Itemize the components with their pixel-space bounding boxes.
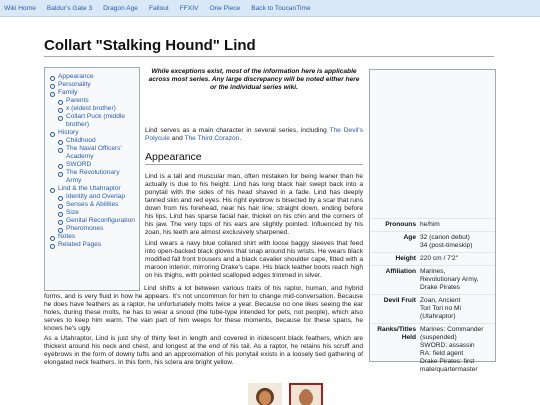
toc-item[interactable]: SWORD xyxy=(49,161,135,169)
infobox-value-line: (suspended) xyxy=(420,334,457,341)
nav-back-to-toucantime[interactable]: Back to ToucanTime xyxy=(251,4,311,12)
nav-baldurs-gate-3[interactable]: Baldur's Gate 3 xyxy=(46,4,93,12)
infobox-rows xyxy=(370,218,495,376)
infobox-label: Height xyxy=(395,255,416,262)
toc-item[interactable]: The Revolutionary Army xyxy=(49,169,135,185)
link-devils-polycule[interactable]: The Devil's Polycule xyxy=(145,127,363,142)
intro-text: Lind serves as a main character in several series, including xyxy=(145,127,330,134)
gallery-thumbnail-2[interactable] xyxy=(289,383,323,405)
character-portrait xyxy=(370,70,495,217)
infobox-row xyxy=(370,294,495,323)
infobox-value xyxy=(420,297,495,321)
toc-item[interactable]: Size xyxy=(49,209,135,217)
nav-one-piece[interactable]: One Piece xyxy=(209,4,241,12)
infobox-value xyxy=(420,255,495,263)
toc-item[interactable]: History xyxy=(49,129,135,137)
nav-ffxiv[interactable]: FFXIV xyxy=(179,4,199,12)
intro-and: and xyxy=(169,135,185,142)
toc-item[interactable]: Senses & Abilities xyxy=(49,201,135,209)
toc-item[interactable]: Childhood xyxy=(49,137,135,145)
infobox-value-line: SWORD: assassin xyxy=(420,342,475,349)
toc-item[interactable]: Collart Puck (middle brother) xyxy=(49,113,135,129)
infobox-value-line: 32 (canon debut) xyxy=(420,234,470,241)
infobox-row xyxy=(370,252,495,265)
infobox-value-line: Marines: Commander xyxy=(420,326,484,333)
page-content xyxy=(0,17,540,405)
character-infobox xyxy=(369,69,496,373)
infobox-value-line: mate/quartermaster xyxy=(420,366,478,373)
infobox-label: Devil Fruit xyxy=(383,297,416,304)
toc-item[interactable]: Appearance xyxy=(49,73,135,81)
infobox-value-line: 220 cm / 7'2" xyxy=(420,255,459,262)
infobox-value-line: Drake Pirates: first xyxy=(420,358,475,365)
portrait-thumbnail-art xyxy=(289,383,323,405)
toc-item[interactable]: Related Pages xyxy=(49,241,135,249)
infobox-label: Age xyxy=(403,234,416,241)
intro-paragraph xyxy=(145,127,363,143)
nav-wiki-home[interactable]: Wiki Home xyxy=(4,4,36,12)
section-divider xyxy=(145,164,363,165)
nav-dragon-age[interactable]: Dragon Age xyxy=(103,4,138,12)
toc-item[interactable]: Lind & the Utahraptor xyxy=(49,185,135,193)
nav-fallout[interactable]: Fallout xyxy=(148,4,169,12)
infobox-value-line: Revolutionary Army, xyxy=(420,276,479,283)
toc-item[interactable]: Identity and Overlap xyxy=(49,193,135,201)
section-heading-appearance: Appearance xyxy=(145,151,202,163)
infobox-label: Pronouns xyxy=(385,221,416,228)
toc-item[interactable]: Personality xyxy=(49,81,135,89)
appearance-paragraph-4: As a Utahraptor, Lind is just shy of thirty feet in length and covered in iridescent black feathers, which are thickest around his neck and chest, and longest at the end of his tail. As a raptor, he retains his scruff and eyebrows in the form of downy tufts and an approximation of his ponytail exists in a loosely tied gathering of elongated neck feathers. In this form, his sclera are bright yellow. xyxy=(44,335,363,366)
disclaimer-notice: While exceptions exist, most of the information here is applicable across most series. Any large discrepancy will be noted either here or the individual series wiki. xyxy=(148,68,360,91)
infobox-value-line: RA: field agent xyxy=(420,350,464,357)
toc-item[interactable]: x (eldest brother) xyxy=(49,105,135,113)
portrait-thumbnail-art xyxy=(248,383,282,405)
appearance-paragraph-3: Lind shifts a lot between various traits of his raptor, human, and hybrid forms, and is very fluid in how he appears. It's not uncommon for him to change mid-conversation. Because he does have feathers as a raptor, he unfortunately molts twice a year. Because no one likes seeing the ear holes, during these molts, he has to wear a snood (the tube-type intended for pets, not people), which also serves to keep him warm. The vain part of him weeps for these moments, because for these spans, he knows he's ugly. xyxy=(44,285,363,332)
infobox-value-line: (Utahraptor) xyxy=(420,313,456,320)
infobox-row xyxy=(370,323,495,376)
infobox-value-line: Zoan, Ancient xyxy=(420,297,461,304)
infobox-row xyxy=(370,265,495,294)
page-title: Collart "Stalking Hound" Lind xyxy=(44,37,256,54)
toc-list xyxy=(49,73,135,249)
infobox-row xyxy=(370,231,495,252)
toc-item[interactable]: Notes xyxy=(49,233,135,241)
infobox-value-line: Tori Tori no Mi xyxy=(420,305,461,312)
table-of-contents xyxy=(44,67,140,291)
infobox-row xyxy=(370,218,495,231)
infobox-value-line: Drake Pirates xyxy=(420,284,460,291)
infobox-value xyxy=(420,221,495,229)
link-third-corazon[interactable]: The Third Corazon xyxy=(184,135,240,142)
infobox-value-line: 34 (post-timeskip) xyxy=(420,242,473,249)
appearance-paragraph-1: Lind is a tall and muscular man, often mistaken for being leaner than he actually is due to his height. Lind has long black hair swept back into a ponytail with the sides of his head shaved in a fade. Lind has deeply tanned skin and red eyes. His right eyebrow is bisected by a scar that runs down from his forehead, near his hair line, straight down, ending before his lips. Lind has sparse facial hair, thicket on his chin and the corners of his jaw. The very tops of his ears are slightly pointed. Influenced by his zoan, his teeth are almost exclusively sharpened. xyxy=(145,173,363,236)
gallery-thumbnails xyxy=(248,383,323,405)
infobox-label: Ranks/Titles Held xyxy=(377,326,416,341)
infobox-value xyxy=(420,326,495,374)
toc-item[interactable]: Parents xyxy=(49,97,135,105)
infobox-label: Affiliation xyxy=(385,268,416,275)
toc-item[interactable]: Family xyxy=(49,89,135,97)
intro-end: . xyxy=(239,135,242,142)
top-navigation xyxy=(0,0,540,17)
infobox-value-line: Marines, xyxy=(420,268,446,275)
infobox-value xyxy=(420,234,495,250)
toc-item[interactable]: Genital Reconfiguration xyxy=(49,217,135,225)
appearance-paragraph-2: Lind wears a navy blue collared shirt with loose baggy sleeves that feed into open-backed black gloves that snap around his wrists. He wears black modified fall front trousers and a black cavalier shoulder cape, fitted with a maroon interior, mirroring Drake's cape. His black leather boots reach high on his thighs, with pointed scalloped edges trimmed in silver. xyxy=(145,240,363,279)
gallery-thumbnail-1[interactable] xyxy=(248,383,282,405)
infobox-value-line: he/him xyxy=(420,221,440,228)
toc-item[interactable]: Pheromones xyxy=(49,225,135,233)
infobox-value xyxy=(420,268,495,292)
title-divider xyxy=(44,56,494,57)
toc-item[interactable]: The Naval Officers' Academy xyxy=(49,145,135,161)
